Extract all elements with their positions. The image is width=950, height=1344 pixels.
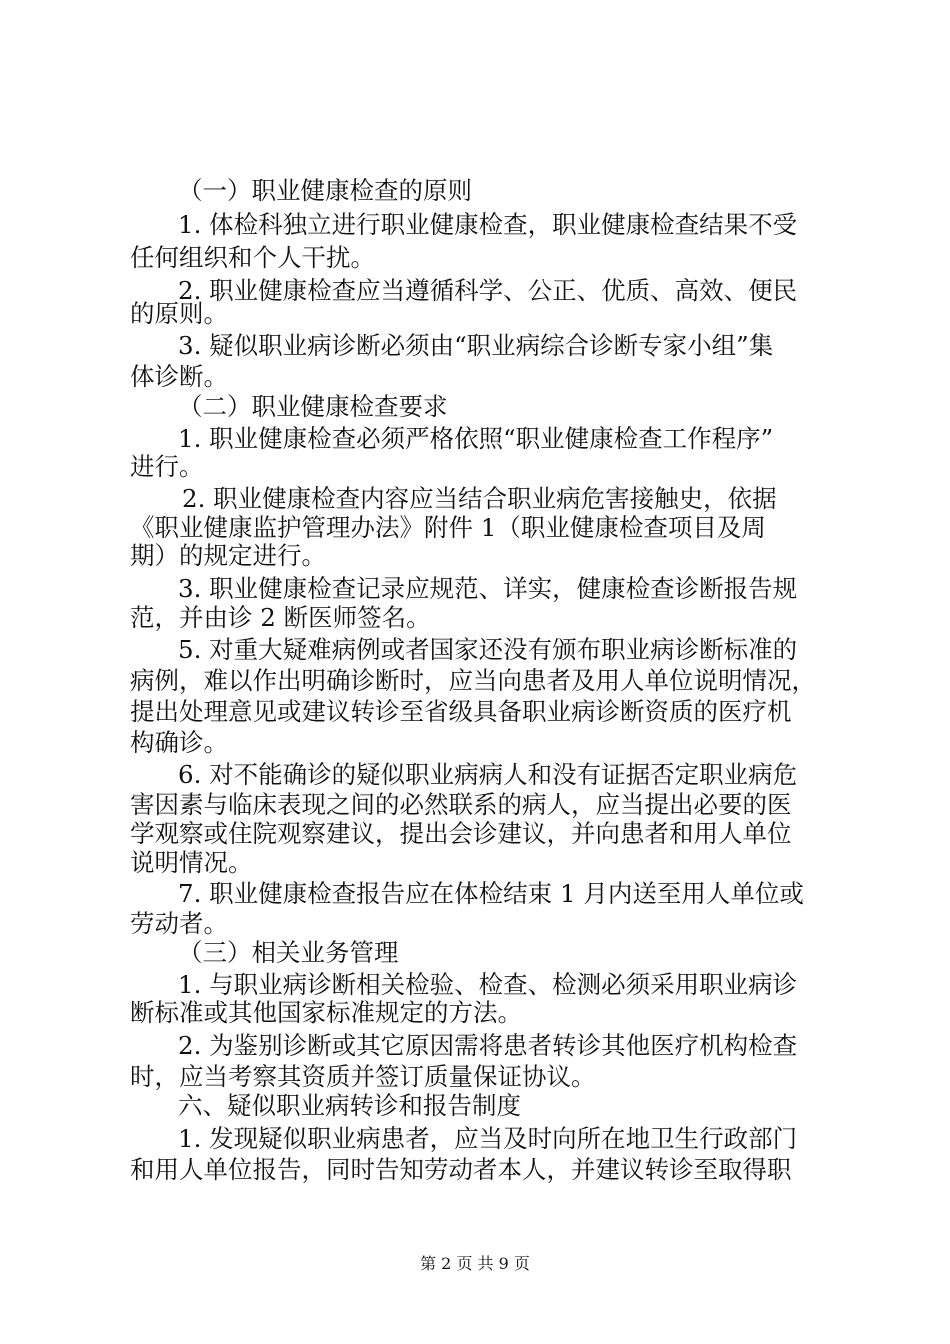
paragraph-line: 构确诊。 bbox=[130, 728, 228, 757]
paragraph-line: 进行。 bbox=[130, 452, 204, 481]
paragraph-line: 7. 职业健康检查报告应在体检结束 1 月内送至用人单位或 bbox=[178, 879, 804, 908]
paragraph-line: 提出处理意见或建议转诊至省级具备职业病诊断资质的医疗机 bbox=[130, 697, 792, 726]
section-heading: （二）职业健康检查要求 bbox=[178, 392, 448, 421]
paragraph-line: 3. 疑似职业病诊断必须由“职业病综合诊断专家小组”集 bbox=[178, 331, 774, 360]
paragraph-line: 2. 职业健康检查应当遵循科学、公正、优质、高效、便民 bbox=[178, 276, 798, 305]
paragraph-line: 范，并由诊 2 断医师签名。 bbox=[130, 603, 431, 632]
paragraph-line: 害因素与临床表现之间的必然联系的病人，应当提出必要的医 bbox=[130, 790, 792, 819]
page-number-footer: 第 2 页 共 9 页 bbox=[420, 1254, 530, 1273]
paragraph-line: 1. 职业健康检查必须严格依照“职业健康检查工作程序” bbox=[178, 424, 774, 453]
paragraph-line: 学观察或住院观察建议，提出会诊建议，并向患者和用人单位 bbox=[130, 819, 792, 848]
paragraph-line: 断标准或其他国家标准规定的方法。 bbox=[130, 998, 522, 1027]
paragraph-line: 期）的规定进行。 bbox=[130, 541, 326, 570]
paragraph-line: 1. 体检科独立进行职业健康检查，职业健康检查结果不受 bbox=[178, 210, 798, 239]
paragraph-line: 1. 与职业病诊断相关检验、检查、检测必须采用职业病诊 bbox=[178, 970, 798, 999]
paragraph-line: 2. 职业健康检查内容应当结合职业病危害接触史，依据 bbox=[182, 484, 777, 513]
paragraph-line: 体诊断。 bbox=[130, 362, 228, 391]
paragraph-line: 2. 为鉴别诊断或其它原因需将患者转诊其他医疗机构检查 bbox=[178, 1031, 798, 1060]
paragraph-line: 和用人单位报告，同时告知劳动者本人，并建议转诊至取得职 bbox=[130, 1155, 792, 1184]
section-heading: （三）相关业务管理 bbox=[178, 938, 399, 967]
paragraph-line: 5. 对重大疑难病例或者国家还没有颁布职业病诊断标准的 bbox=[178, 635, 798, 664]
paragraph-line: 任何组织和个人干扰。 bbox=[130, 243, 375, 272]
paragraph-line: 6. 对不能确诊的疑似职业病病人和没有证据否定职业病危 bbox=[178, 760, 798, 789]
paragraph-line: 劳动者。 bbox=[130, 909, 228, 938]
paragraph-line: 时，应当考察其资质并签订质量保证协议。 bbox=[130, 1062, 596, 1091]
paragraph-line: 说明情况。 bbox=[130, 848, 253, 877]
paragraph-line: 1. 发现疑似职业病患者，应当及时向所在地卫生行政部门 bbox=[178, 1124, 798, 1153]
paragraph-line: 3. 职业健康检查记录应规范、详实，健康检查诊断报告规 bbox=[178, 574, 798, 603]
paragraph-line: 的原则。 bbox=[130, 299, 228, 328]
section-heading: （一）职业健康检查的原则 bbox=[178, 176, 472, 205]
section-heading: 六、疑似职业病转诊和报告制度 bbox=[178, 1091, 521, 1120]
paragraph-line: 《职业健康监护管理办法》附件 1（职业健康检查项目及周 bbox=[130, 513, 766, 542]
paragraph-line: 病例，难以作出明确诊断时，应当向患者及用人单位说明情况， bbox=[130, 666, 816, 695]
